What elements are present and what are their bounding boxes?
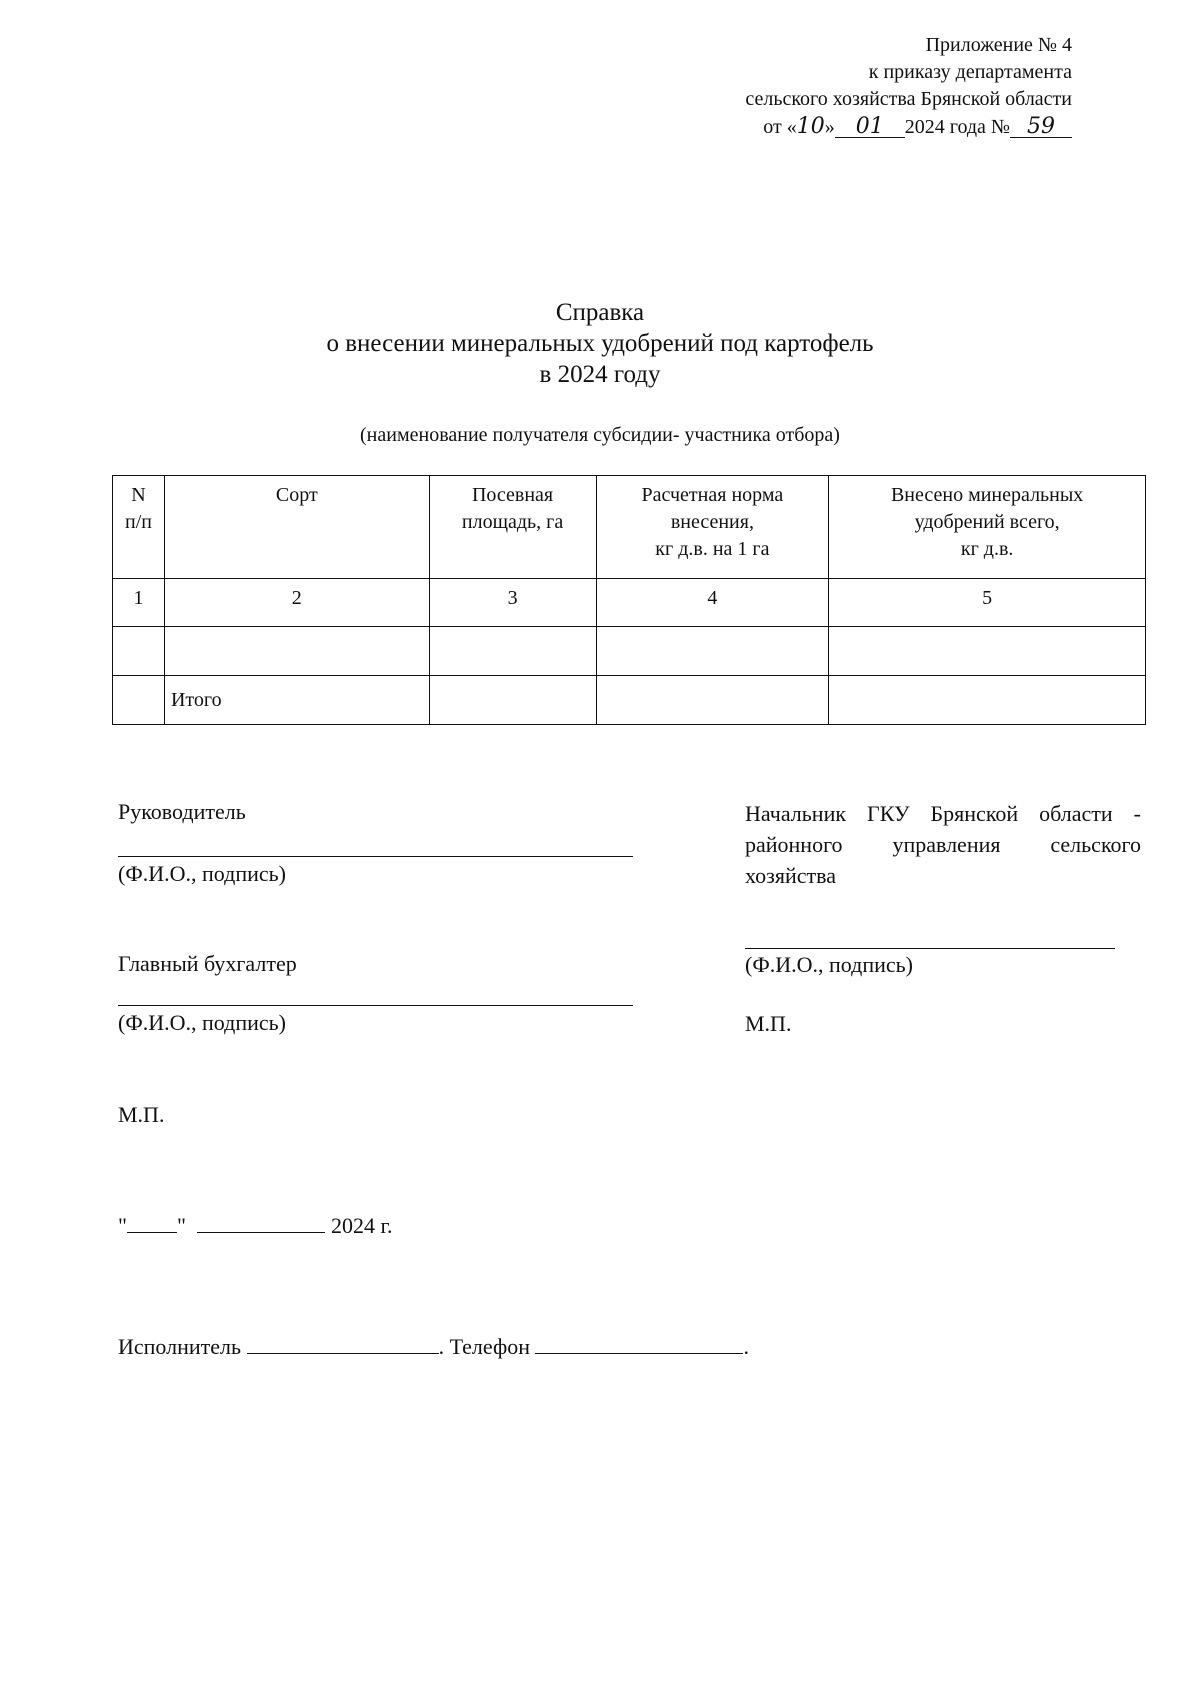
date-month-field[interactable] xyxy=(197,1232,325,1233)
accountant-caption: (Ф.И.О., подпись) xyxy=(118,1010,286,1035)
chief-label: Начальник ГКУ Брянской области - районного управления сельского хозяйства xyxy=(745,801,1141,888)
annex-number-field xyxy=(1010,114,1072,139)
annex-date-mid: » xyxy=(824,116,835,138)
column-number-3: 3 xyxy=(429,579,596,627)
head-signature-line[interactable] xyxy=(118,856,633,857)
column-number-4: 4 xyxy=(596,579,829,627)
fertilizer-table xyxy=(112,475,1146,725)
table-row xyxy=(113,627,1146,676)
chief-signature-line[interactable] xyxy=(745,948,1115,949)
stamp-right: М.П. xyxy=(745,1011,792,1036)
executor-label: Исполнитель xyxy=(118,1334,242,1359)
header-cell-variety: Сорт xyxy=(164,476,429,579)
accountant-label: Главный бухгалтер xyxy=(118,951,297,976)
table-header-row xyxy=(113,476,1146,579)
header-cell-area: Посевная площадь, га xyxy=(429,476,596,579)
recipient-caption: (наименование получателя субсидии- участника отбора) xyxy=(360,424,840,446)
footer-end: . xyxy=(743,1334,749,1359)
head-caption: (Ф.И.О., подпись) xyxy=(118,861,286,886)
table-cell[interactable] xyxy=(596,627,829,676)
date-year: 2024 г. xyxy=(330,1213,393,1238)
column-number-5: 5 xyxy=(829,579,1146,627)
table-cell[interactable] xyxy=(113,627,165,676)
stamp-left: М.П. xyxy=(118,1102,165,1127)
annex-line-2: к приказу департамента xyxy=(868,61,1072,83)
phone-field[interactable] xyxy=(535,1353,743,1354)
column-number-2: 2 xyxy=(164,579,429,627)
title-line-2: о внесении минеральных удобрений под картофель xyxy=(326,330,874,357)
table-cell[interactable] xyxy=(429,676,596,725)
document-title xyxy=(0,297,1200,390)
header-cell-total: Внесено минеральных удобрений всего, кг д.в. xyxy=(829,476,1146,579)
table-cell[interactable] xyxy=(113,676,165,725)
annex-year-label: 2024 года № xyxy=(904,116,1010,138)
table-cell[interactable] xyxy=(596,676,829,725)
annex-month-field xyxy=(835,114,905,139)
title-line-1: Справка xyxy=(555,299,645,326)
table-total-row xyxy=(113,676,1146,725)
annex-line-4 xyxy=(745,113,1072,141)
table-cell[interactable] xyxy=(829,676,1146,725)
table-cell[interactable] xyxy=(164,627,429,676)
header-cell-number: N п/п xyxy=(113,476,165,579)
annex-header xyxy=(745,32,1072,141)
accountant-signature-line[interactable] xyxy=(118,1005,633,1006)
table-cell[interactable] xyxy=(429,627,596,676)
total-label: Итого xyxy=(164,676,429,725)
title-line-3: в 2024 году xyxy=(539,361,661,388)
date-close-quote: " xyxy=(176,1213,186,1238)
annex-line-1: Приложение № 4 xyxy=(925,34,1072,56)
date-open-quote: " xyxy=(118,1213,127,1238)
phone-label: . Телефон xyxy=(438,1334,530,1359)
column-number-1: 1 xyxy=(113,579,165,627)
annex-month: 01 xyxy=(855,114,884,139)
table-numbering-row xyxy=(113,579,1146,627)
executor-field[interactable] xyxy=(247,1353,439,1354)
annex-date-prefix: от « xyxy=(763,116,797,138)
annex-day: 10 xyxy=(796,114,825,139)
date-day-field[interactable] xyxy=(127,1232,177,1233)
date-line xyxy=(118,1211,393,1241)
chief-caption: (Ф.И.О., подпись) xyxy=(745,952,913,977)
footer-line xyxy=(118,1332,749,1362)
table-cell[interactable] xyxy=(829,627,1146,676)
head-label: Руководитель xyxy=(118,799,246,824)
annex-line-3: сельского хозяйства Брянской области xyxy=(745,88,1072,110)
header-cell-rate: Расчетная норма внесения, кг д.в. на 1 га xyxy=(596,476,829,579)
annex-number: 59 xyxy=(1027,114,1055,139)
